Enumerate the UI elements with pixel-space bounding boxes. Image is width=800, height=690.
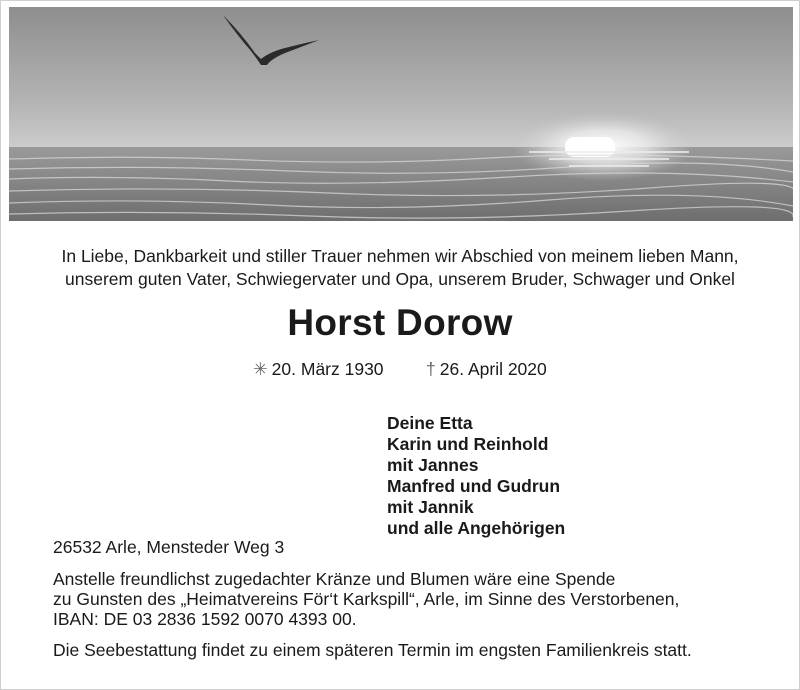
family-address: 26532 Arle, Mensteder Weg 3 (53, 537, 285, 557)
mourner-item: Deine Etta (387, 413, 473, 433)
intro-line-1: In Liebe, Dankbarkeit und stiller Trauer nehmen wir Abschied von meinem lieben Mann, (61, 246, 739, 266)
birth-date-text: 20. März 1930 (271, 359, 384, 379)
mourner-item: Karin und Reinhold (387, 434, 549, 454)
mourner-item: Manfred und Gudrun (387, 476, 561, 496)
birth-star-icon: ✳ (253, 359, 268, 379)
death-date (426, 358, 547, 380)
deceased-name: Horst Dorow (287, 302, 513, 343)
donation-iban: IBAN: DE 03 2836 1592 0070 4393 00. (53, 609, 357, 629)
mourners-list (387, 413, 565, 539)
mourner-item: mit Jannes (387, 455, 479, 475)
death-date-text: 26. April 2020 (439, 359, 547, 379)
burial-note: Die Seebestattung findet zu einem späteren Termin im engsten Familienkreis statt. (53, 640, 692, 660)
donation-line-2: zu Gunsten des „Heimatvereins För‘t Karkspill“, Arle, im Sinne des Verstorbenen, (53, 589, 680, 609)
intro-text (1, 245, 799, 291)
intro-line-2: unserem guten Vater, Schwiegervater und Opa, unserem Bruder, Schwager und Onkel (65, 269, 735, 289)
donation-line-1: Anstelle freundlichst zugedachter Kränze und Blumen wäre eine Spende (53, 569, 616, 589)
seagull-sunset-photo (9, 7, 793, 221)
mourner-item: und alle Angehörigen (387, 518, 566, 538)
sea-sunset-image (9, 7, 793, 221)
mourner-item: mit Jannik (387, 497, 474, 517)
donation-request (53, 569, 679, 629)
birth-date (253, 358, 384, 380)
death-cross-icon: † (426, 359, 436, 379)
